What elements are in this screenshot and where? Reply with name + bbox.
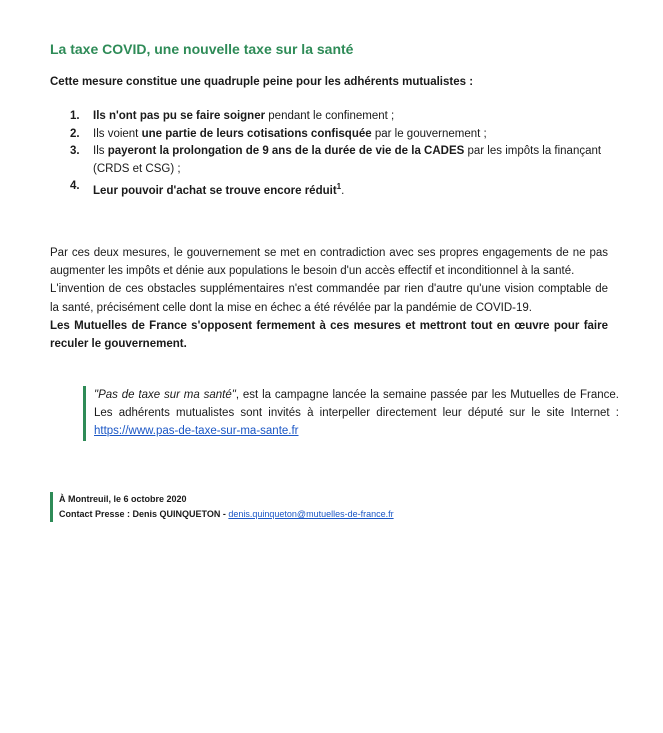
list-item-text: .: [341, 184, 345, 197]
list-item-text: par le gouvernement ;: [371, 127, 487, 140]
penalty-list: [70, 108, 610, 200]
paragraph-conclusion: Les Mutuelles de France s'opposent fermement à ces mesures et mettront tout en œuvre pour faire reculer le gouvernement.: [50, 319, 608, 351]
campaign-link[interactable]: https://www.pas-de-taxe-sur-ma-sante.fr: [94, 425, 299, 438]
campaign-text: , est la campagne lancée la semaine passée par les Mutuelles de France. Les adhérents mutualistes sont invités à interpeller directement leur député sur le site Internet :: [94, 389, 619, 420]
list-item-text: Ils: [93, 145, 108, 157]
list-item: [70, 126, 610, 144]
list-number: 2.: [70, 127, 80, 140]
list-item-emphasis: Ils n'ont pas pu se faire soigner: [93, 110, 266, 122]
list-item: [70, 178, 610, 200]
paragraph-line: Par ces deux mesures, le gouvernement se met en contradiction avec ses propres engagements de ne pas augmenter les impôts et dénie aux populations le besoin d'un accès effectif et inconditionnel à la santé.: [50, 247, 608, 278]
campaign-name: "Pas de taxe sur ma santé": [94, 389, 236, 401]
list-item: [70, 143, 610, 178]
footnote-marker: 1: [336, 182, 342, 191]
intro-text: Cette mesure constitue une quadruple peine pour les adhérents mutualistes :: [50, 76, 474, 88]
contact-label: Contact Presse: [59, 509, 125, 519]
list-item-text: Ils voient: [93, 127, 142, 140]
press-footer: [50, 492, 394, 522]
list-number: 1.: [70, 110, 80, 122]
list-item-text: par les impôts la finançant (CRDS et CSG) ;: [93, 145, 602, 175]
contact-name: : Denis QUINQUETON -: [124, 509, 229, 519]
contact-email-link[interactable]: denis.quinqueton@mutuelles-de-france.fr: [228, 509, 394, 519]
location-date: À Montreuil, le 6 octobre 2020: [59, 494, 187, 504]
list-item-emphasis: une partie de leurs cotisations confisquée: [141, 127, 372, 140]
list-number: 3.: [70, 145, 80, 157]
list-number: 4.: [70, 180, 80, 192]
list-item-text: pendant le confinement ;: [265, 110, 395, 122]
page-title: La taxe COVID, une nouvelle taxe sur la santé: [50, 41, 354, 57]
paragraph-line: L'invention de ces obstacles supplémentaires n'est commandée par rien d'autre qu'une vision comptable de la santé, précisément celle dont la mise en échec a été révélée par la pandémie de COVID-19.: [50, 283, 608, 314]
campaign-quote: [83, 386, 619, 441]
list-item-emphasis: payeront la prolongation de 9 ans de la durée de vie de la CADES: [107, 145, 465, 157]
body-paragraph: [50, 244, 608, 353]
list-item: [70, 108, 610, 126]
list-item-emphasis: Leur pouvoir d'achat se trouve encore réduit: [93, 184, 337, 197]
